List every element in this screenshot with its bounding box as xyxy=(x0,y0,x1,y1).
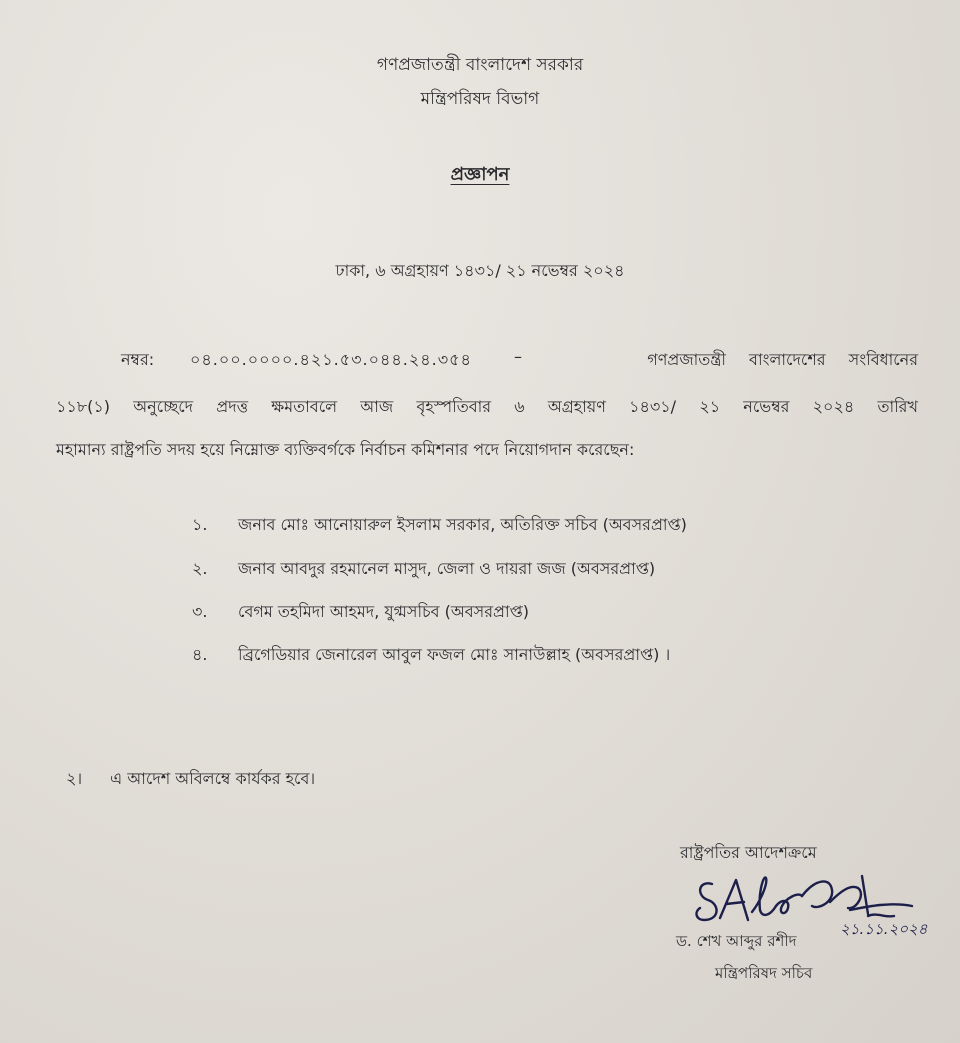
body-line-1: গণপ্রজাতন্ত্রী বাংলাদেশের সংবিধানের xyxy=(647,350,918,369)
clause-number: ২। xyxy=(66,769,83,788)
memo-dash: – xyxy=(514,347,522,366)
order-line: রাষ্ট্রপতির আদেশক্রমে xyxy=(680,843,817,862)
signatory-name: ড. শেখ আব্দুর রশীদ xyxy=(676,932,797,950)
division-header: মন্ত্রিপরিষদ বিভাগ xyxy=(420,89,540,109)
document-title: প্রজ্ঞাপন xyxy=(450,164,510,185)
body-line-3: মহামান্য রাষ্ট্রপতি সদয় হয়ে নিম্নোক্ত ব্যক্তিবর্গকে নির্বাচন কমিশনার পদে নিয়োগদান করেছেন: xyxy=(56,440,635,459)
memo-number-label: নম্বর: xyxy=(121,350,155,369)
memo-number: ০৪.০০.০০০০.৪২১.৫৩.০৪৪.২৪.৩৫৪ xyxy=(190,350,472,369)
list-item-text: জনাব আবদুর রহমানেল মাসুদ, জেলা ও দায়রা জজ (অবসরপ্রাপ্ত) xyxy=(238,559,656,578)
list-item-number: ৪. xyxy=(192,645,208,664)
list-item-text: বেগম তহমিদা আহমদ, যুগ্মসচিব (অবসরপ্রাপ্ত) xyxy=(238,602,530,621)
list-item-number: ১. xyxy=(192,515,208,534)
svg-text:২১.১১.২০২৪: ২১.১১.২০২৪ xyxy=(840,920,928,938)
clause-text: এ আদেশ অবিলম্বে কার্যকর হবে। xyxy=(110,769,316,788)
list-item-text: ব্রিগেডিয়ার জেনারেল আবুল ফজল মোঃ সানাউল্লাহ (অবসরপ্রাপ্ত) । xyxy=(238,645,671,664)
signatory-designation: মন্ত্রিপরিষদ সচিব xyxy=(715,964,813,982)
dateline: ঢাকা, ৬ অগ্রহায়ণ ১৪৩১/ ২১ নভেম্বর ২০২৪ xyxy=(335,261,625,280)
list-item-number: ২. xyxy=(192,559,208,578)
list-item-number: ৩. xyxy=(192,602,208,621)
list-item-text: জনাব মোঃ আনোয়ারুল ইসলাম সরকার, অতিরিক্ত সচিব (অবসরপ্রাপ্ত) xyxy=(238,515,687,534)
government-header: গণপ্রজাতন্ত্রী বাংলাদেশ সরকার xyxy=(376,55,584,75)
body-line-2: ১১৮(১) অনুচ্ছেদে প্রদত্ত ক্ষমতাবলে আজ বৃহস্পতিবার ৬ অগ্রহায়ণ ১৪৩১/ ২১ নভেম্বর ২০২৪ তারিখ xyxy=(56,397,918,416)
